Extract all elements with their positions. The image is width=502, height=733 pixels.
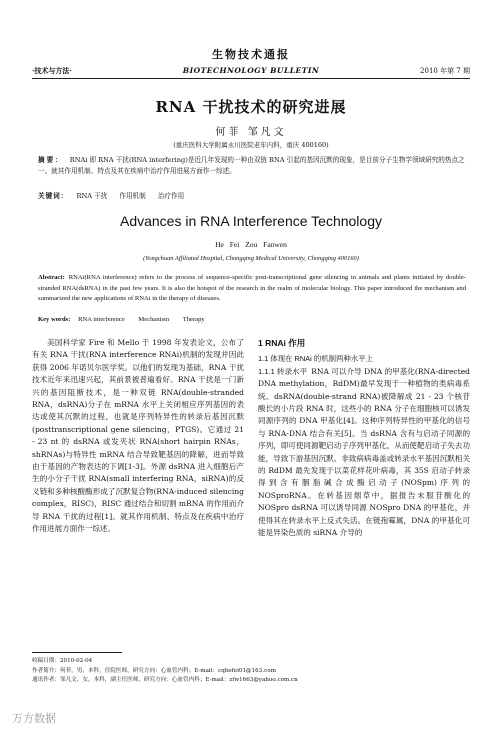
footnotes — [32, 657, 472, 686]
keyword-en: Mechanism — [138, 316, 170, 323]
keywords-cn-label: 关键词： — [38, 192, 69, 200]
abstract-en — [38, 273, 466, 305]
authors-cn: 何菲 邹凡文 — [215, 127, 287, 138]
subsubsection-heading: 1.1.1 转录水平 — [258, 366, 308, 376]
affiliation-en: (Yongchuan Affiliated Hospital, Chongqing Medical University, Chongqing 400160) — [143, 255, 359, 262]
keyword-cn: RNA 干扰 — [76, 192, 108, 200]
keywords-en-label: Key words: — [38, 316, 71, 323]
article-title-cn: RNA 干扰技术的研究进展 — [155, 98, 347, 116]
footnote-rule — [32, 652, 122, 653]
keywords-cn — [38, 190, 466, 200]
keyword-cn: 治疗作用 — [157, 192, 185, 200]
watermark: 万方数据 — [12, 712, 56, 725]
subsection-heading: 1.1 体现在 RNAi 的机制两种水平上 — [258, 354, 373, 364]
journal-name-cn: 生物技术通报 — [212, 48, 290, 61]
footnote-author: 作者简介：何菲，男，本科，住院医师，研究方向：心血管内科；E-mail：cqhefei01@163.com — [32, 667, 276, 674]
keyword-en: RNA interference — [78, 316, 125, 323]
subsection-text: RNA 可以介导 DNA 的甲基化(RNA-directed DNA methylation，RdDM)最早发现于一种植物的类病毒系统。dsRNA(double-strand RNA)被降解成 21 - 23 个核苷酸长的小片段 RNA 时，这些小的 RNA 分子在细胞核可以诱发同源序列的 DNA 甲基化[4]。这种序列特异性的甲基化的信号与 RNA-DNA 结合有关[5]。当 dsRNA 含有与启动子同源的序列，即可使同源靶启动子序列甲基化，从而使靶启动子失去功能，导致下游基因沉默。非致病病毒盖或转录水平基因沉默相关的 RdDM 最先发现于以菜花样花叶病毒，其 35S 启动子转录得到含有胭脂碱合成酶启动子(NOSpm)序列的 NOSproRNA。在转基因烟草中，据报告未服苷酸化的 NOSpro dsRNA 可以诱导同源 NOSpro DNA 的甲基化，并使得其在转录水平上反式失活。在链孢霉属，DNA 的甲基化可能是异染色质的 siRNA 介导的 — [258, 366, 470, 538]
authors-en: He Fei Zou Fanwen — [215, 240, 287, 249]
abstract-en-text: RNAi(RNA interference) refers to the process of sequence-specific post-transcriptional gene silencing in animals and plants initiated by double-stranded RNA(dsRNA) in the past few years. It is also the hotspot of the research in the realm of molecular biology. This paper introduced the mechanism and summarized the new applications of RNAi in the therapy of diseases. — [38, 274, 466, 302]
header-rule — [32, 78, 470, 79]
abstract-cn — [38, 155, 466, 176]
footnote-corresponding: 通讯作者：邹凡文，女，本科，副主任医师，研究方向：心血管内科；E-mail：zfw1663@yahoo.com.cn — [32, 677, 298, 683]
keywords-en — [38, 316, 466, 323]
body-column-right — [258, 337, 470, 540]
running-header — [32, 66, 470, 78]
intro-paragraph: 美国科学家 Fire 和 Mello 于 1998 年发表论文，公布了有关 RNA 干扰(RNA interference RNAi)机制的发现并因此获得 2006 年诺贝尔医学奖。以他们的发现为基础，RNA 干扰技术近年来迅速兴起，其前景被普遍看好。RNA 干扰是一门新兴的基因阻断技术，是一种双链 RNA(double-stranded RNA，dsRNA)分子在 mRNA 水平上关闭相应序列基因的表达或使其沉默的过程，也就是序列特异性的转录后基因沉默(posttranscriptional gene silencing，PTGS)。它通过 21 - 23 nt 的 dsRNA 或发夹状 RNA(short hairpin RNAs，shRNAs)与特异性 mRNA 结合导致靶基因的降解，进而导致由于基因的产物表达的下调[1-3]。外源 dsRNA 进入细胞后产生的小分子干扰 RNA(small interfering RNA，siRNA)的反义链和多种核酸酶形成了沉默复合物(RNA-induced silencing complex，RISC)，RISC 通过结合和切割 mRNA 的作用而介导 RNA 干扰的过程[1]。就其作用机制、特点及在疾病中治疗作用进展方面作一综述。 — [32, 338, 244, 534]
section-heading: 1 RNAi 作用 — [258, 338, 306, 348]
article-title-en: Advances in RNA Interference Technology — [119, 213, 382, 229]
journal-name-en: BIOTECHNOLOGY BULLETIN — [182, 66, 320, 75]
keyword-en: Therapy — [182, 316, 205, 323]
footnote-received: 收稿日期：2010-02-04 — [32, 658, 93, 664]
subsection-body — [258, 366, 470, 540]
issue-label: 2010 年第 7 期 — [420, 67, 470, 75]
abstract-en-label: Abstract: — [38, 274, 65, 281]
section-label: ·技术与方法· — [32, 66, 72, 75]
keyword-cn: 作用机制 — [119, 192, 146, 200]
body-column-left — [32, 337, 244, 536]
abstract-cn-label: 摘要： — [38, 156, 64, 164]
affiliation-cn: (重庆医科大学附属永川医院老年内科，重庆 400160) — [173, 141, 329, 149]
abstract-cn-text: RNAi 即 RNA 干扰(RNA interfering)是近几年发现的一种由双链 RNA 引起的基因沉默的现象，是目前分子生物学领域研究的热点之一。就其作用机制、特点及其在疾病中治疗作用进展方面作一综述。 — [38, 156, 465, 175]
